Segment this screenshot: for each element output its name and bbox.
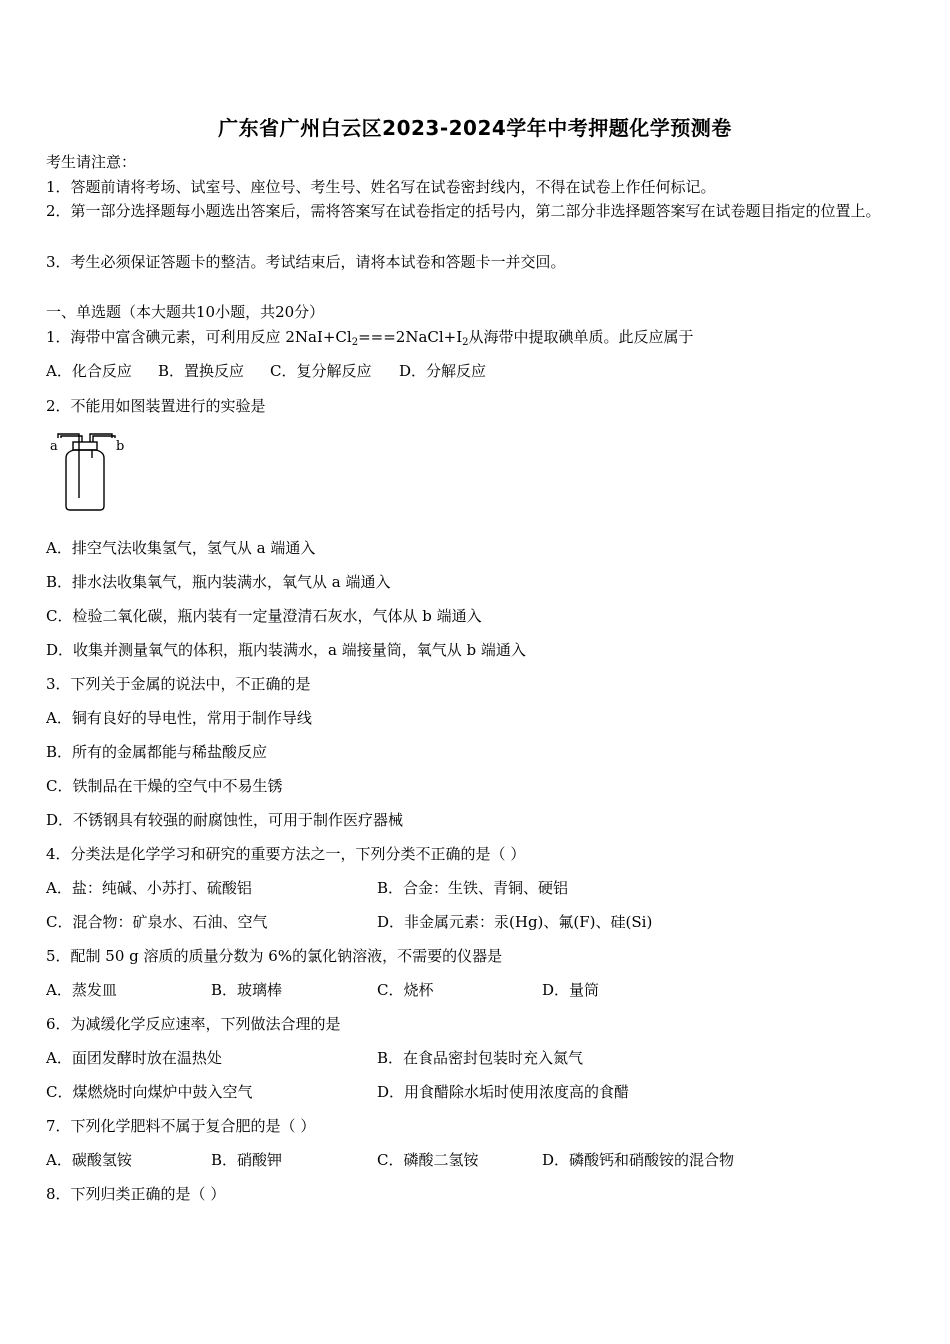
- section-heading: 一、单选题（本大题共10小题，共20分）: [46, 303, 325, 321]
- notice-item-3: 3．考生必须保证答题卡的整洁。考试结束后，请将本试卷和答题卡一并交回。: [46, 253, 566, 271]
- q1-option-d: D．分解反应: [399, 362, 487, 380]
- q4-option-c: C．混合物：矿泉水、石油、空气: [46, 913, 268, 931]
- figure-label-b: b: [116, 439, 125, 454]
- q5-option-d: D．量筒: [542, 981, 600, 999]
- q1-subscript: 2: [462, 337, 469, 348]
- q6-option-d: D．用食醋除水垢时使用浓度高的食醋: [377, 1083, 630, 1101]
- q2-option-c: C．检验二氧化碳，瓶内装有一定量澄清石灰水，气体从 b 端通入: [46, 607, 482, 625]
- q6-option-a: A．面团发酵时放在温热处: [46, 1049, 222, 1067]
- q3-option-a: A．铜有良好的导电性，常用于制作导线: [46, 709, 312, 727]
- q4-option-d: D．非金属元素：汞(Hg)、氟(F)、硅(Si): [377, 913, 653, 931]
- q7-option-d: D．磷酸钙和硝酸铵的混合物: [542, 1151, 735, 1169]
- question-8-stem: 8．下列归类正确的是（ ）: [46, 1185, 226, 1203]
- q5-option-c: C．烧杯: [377, 981, 434, 999]
- q2-option-d: D．收集并测量氧气的体积，瓶内装满水，a 端接量筒，氧气从 b 端通入: [46, 641, 526, 659]
- q7-option-c: C．磷酸二氢铵: [377, 1151, 479, 1169]
- q2-option-b: B．排水法收集氧气，瓶内装满水，氧气从 a 端通入: [46, 573, 391, 591]
- question-4-stem: 4．分类法是化学学习和研究的重要方法之一，下列分类不正确的是（ ）: [46, 845, 526, 863]
- q2-option-a: A．排空气法收集氢气，氢气从 a 端通入: [46, 539, 316, 557]
- gas-bottle-figure: [46, 428, 136, 514]
- question-1-stem: [46, 327, 694, 353]
- q5-option-b: B．玻璃棒: [211, 981, 283, 999]
- q3-option-d: D．不锈钢具有较强的耐腐蚀性，可用于制作医疗器械: [46, 811, 404, 829]
- q1-stem-part: 从海带中提取碘单质。此反应属于: [468, 328, 694, 346]
- q7-option-b: B．硝酸钾: [211, 1151, 283, 1169]
- question-2-stem: 2．不能用如图装置进行的实验是: [46, 397, 266, 415]
- q4-option-a: A．盐：纯碱、小苏打、硫酸铝: [46, 879, 252, 897]
- q6-option-b: B．在食品密封包装时充入氮气: [377, 1049, 584, 1067]
- notice-item-1: 1．答题前请将考场、试室号、座位号、考生号、姓名写在试卷密封线内，不得在试卷上作任何标记。: [46, 178, 716, 196]
- q6-option-c: C．煤燃烧时向煤炉中鼓入空气: [46, 1083, 253, 1101]
- notice-heading: 考生请注意：: [46, 153, 137, 171]
- q1-option-b: B．置换反应: [158, 362, 245, 380]
- page-title: 广东省广州白云区2023-2024学年中考押题化学预测卷: [218, 116, 732, 140]
- notice-item-2: 2．第一部分选择题每小题选出答案后，需将答案写在试卷指定的括号内，第二部分非选择题答案写在试卷题目指定的位置上。: [46, 202, 881, 220]
- q4-option-b: B．合金：生铁、青铜、硬铝: [377, 879, 569, 897]
- q1-option-a: A．化合反应: [46, 362, 132, 380]
- q5-option-a: A．蒸发皿: [46, 981, 117, 999]
- question-3-stem: 3．下列关于金属的说法中，不正确的是: [46, 675, 311, 693]
- question-5-stem: 5．配制 50 g 溶质的质量分数为 6%的氯化钠溶液，不需要的仪器是: [46, 947, 503, 965]
- q3-option-b: B．所有的金属都能与稀盐酸反应: [46, 743, 268, 761]
- q1-stem-part: ===2NaCl+I: [358, 328, 463, 346]
- q1-stem-part: 1．海带中富含碘元素，可利用反应 2NaI+Cl: [46, 328, 352, 346]
- q1-subscript: 2: [351, 337, 359, 348]
- q1-option-c: C．复分解反应: [270, 362, 372, 380]
- q3-option-c: C．铁制品在干燥的空气中不易生锈: [46, 777, 283, 795]
- figure-label-a: a: [50, 439, 58, 454]
- q7-option-a: A．碳酸氢铵: [46, 1151, 132, 1169]
- question-6-stem: 6．为减缓化学反应速率，下列做法合理的是: [46, 1015, 341, 1033]
- question-7-stem: 7．下列化学肥料不属于复合肥的是（ ）: [46, 1117, 316, 1135]
